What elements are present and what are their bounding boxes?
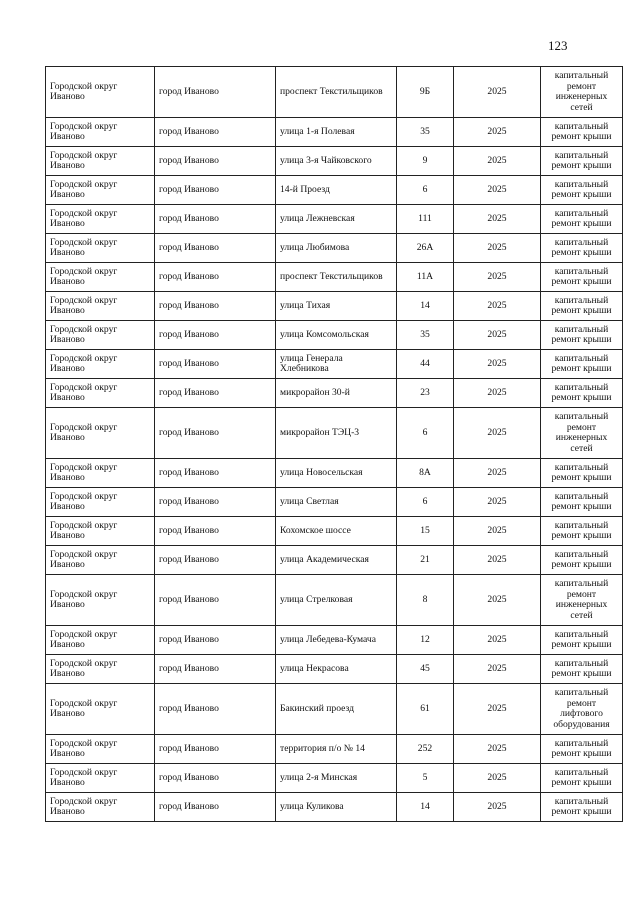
house-number-cell: 6 [397, 488, 454, 517]
street-cell: улица Лебедева-Кумача [276, 626, 397, 655]
house-number-cell: 14 [397, 292, 454, 321]
table-row [46, 764, 623, 793]
street-cell: улица Любимова [276, 234, 397, 263]
street-cell: улица Лежневская [276, 205, 397, 234]
settlement-cell: город Иваново [155, 764, 276, 793]
municipality-cell: Городской округ Иваново [46, 626, 155, 655]
street-cell: Кохомское шоссе [276, 517, 397, 546]
year-cell: 2025 [454, 263, 541, 292]
house-number-cell: 26А [397, 234, 454, 263]
table-row [46, 350, 623, 379]
house-number-cell: 21 [397, 546, 454, 575]
house-number-cell: 11А [397, 263, 454, 292]
year-cell: 2025 [454, 575, 541, 626]
table-row [46, 147, 623, 176]
settlement-cell: город Иваново [155, 205, 276, 234]
work-type-cell: капитальный ремонт крыши [541, 764, 623, 793]
settlement-cell: город Иваново [155, 292, 276, 321]
municipality-cell: Городской округ Иваново [46, 793, 155, 822]
municipality-cell: Городской округ Иваново [46, 575, 155, 626]
work-type-cell: капитальный ремонт крыши [541, 263, 623, 292]
street-cell: Бакинский проезд [276, 684, 397, 735]
house-number-cell: 9 [397, 147, 454, 176]
table-row [46, 793, 623, 822]
settlement-cell: город Иваново [155, 575, 276, 626]
street-cell: территория п/о № 14 [276, 735, 397, 764]
settlement-cell: город Иваново [155, 793, 276, 822]
settlement-cell: город Иваново [155, 488, 276, 517]
house-number-cell: 12 [397, 626, 454, 655]
year-cell: 2025 [454, 234, 541, 263]
work-type-cell: капитальный ремонт крыши [541, 205, 623, 234]
municipality-cell: Городской округ Иваново [46, 517, 155, 546]
house-number-cell: 6 [397, 176, 454, 205]
street-cell: микрорайон 30-й [276, 379, 397, 408]
table-row [46, 234, 623, 263]
table-row [46, 205, 623, 234]
municipality-cell: Городской округ Иваново [46, 292, 155, 321]
work-type-cell: капитальный ремонт инженерных сетей [541, 67, 623, 118]
settlement-cell: город Иваново [155, 379, 276, 408]
work-type-cell: капитальный ремонт крыши [541, 626, 623, 655]
municipality-cell: Городской округ Иваново [46, 488, 155, 517]
year-cell: 2025 [454, 546, 541, 575]
municipality-cell: Городской округ Иваново [46, 350, 155, 379]
settlement-cell: город Иваново [155, 408, 276, 459]
house-number-cell: 14 [397, 793, 454, 822]
street-cell: улица Академическая [276, 546, 397, 575]
house-number-cell: 9Б [397, 67, 454, 118]
year-cell: 2025 [454, 793, 541, 822]
settlement-cell: город Иваново [155, 147, 276, 176]
house-number-cell: 35 [397, 321, 454, 350]
work-type-cell: капитальный ремонт крыши [541, 546, 623, 575]
settlement-cell: город Иваново [155, 350, 276, 379]
municipality-cell: Городской округ Иваново [46, 205, 155, 234]
settlement-cell: город Иваново [155, 546, 276, 575]
table-row [46, 292, 623, 321]
work-type-cell: капитальный ремонт крыши [541, 735, 623, 764]
house-number-cell: 45 [397, 655, 454, 684]
settlement-cell: город Иваново [155, 234, 276, 263]
table-row [46, 321, 623, 350]
table-row [46, 176, 623, 205]
year-cell: 2025 [454, 147, 541, 176]
street-cell: улица Стрелковая [276, 575, 397, 626]
municipality-cell: Городской округ Иваново [46, 67, 155, 118]
settlement-cell: город Иваново [155, 626, 276, 655]
street-cell: проспект Текстильщиков [276, 67, 397, 118]
street-cell: улица Новосельская [276, 459, 397, 488]
page-number: 123 [548, 38, 568, 53]
year-cell: 2025 [454, 655, 541, 684]
work-type-cell: капитальный ремонт крыши [541, 793, 623, 822]
work-type-cell: капитальный ремонт крыши [541, 459, 623, 488]
table-row [46, 626, 623, 655]
table-row [46, 118, 623, 147]
municipality-cell: Городской округ Иваново [46, 408, 155, 459]
house-number-cell: 6 [397, 408, 454, 459]
work-type-cell: капитальный ремонт крыши [541, 147, 623, 176]
settlement-cell: город Иваново [155, 176, 276, 205]
municipality-cell: Городской округ Иваново [46, 764, 155, 793]
work-type-cell: капитальный ремонт крыши [541, 655, 623, 684]
year-cell: 2025 [454, 118, 541, 147]
repair-schedule-table [45, 66, 623, 822]
year-cell: 2025 [454, 379, 541, 408]
year-cell: 2025 [454, 67, 541, 118]
year-cell: 2025 [454, 764, 541, 793]
table-row [46, 655, 623, 684]
municipality-cell: Городской округ Иваново [46, 263, 155, 292]
street-cell: улица Некрасова [276, 655, 397, 684]
house-number-cell: 23 [397, 379, 454, 408]
municipality-cell: Городской округ Иваново [46, 234, 155, 263]
year-cell: 2025 [454, 321, 541, 350]
year-cell: 2025 [454, 684, 541, 735]
house-number-cell: 5 [397, 764, 454, 793]
settlement-cell: город Иваново [155, 459, 276, 488]
work-type-cell: капитальный ремонт крыши [541, 321, 623, 350]
year-cell: 2025 [454, 459, 541, 488]
municipality-cell: Городской округ Иваново [46, 321, 155, 350]
municipality-cell: Городской округ Иваново [46, 684, 155, 735]
street-cell: 14-й Проезд [276, 176, 397, 205]
year-cell: 2025 [454, 176, 541, 205]
street-cell: улица 1-я Полевая [276, 118, 397, 147]
street-cell: улица Генерала Хлебникова [276, 350, 397, 379]
municipality-cell: Городской округ Иваново [46, 655, 155, 684]
house-number-cell: 61 [397, 684, 454, 735]
house-number-cell: 35 [397, 118, 454, 147]
work-type-cell: капитальный ремонт крыши [541, 234, 623, 263]
work-type-cell: капитальный ремонт крыши [541, 118, 623, 147]
work-type-cell: капитальный ремонт крыши [541, 350, 623, 379]
house-number-cell: 8 [397, 575, 454, 626]
year-cell: 2025 [454, 735, 541, 764]
table-row [46, 575, 623, 626]
work-type-cell: капитальный ремонт инженерных сетей [541, 575, 623, 626]
table-row [46, 459, 623, 488]
work-type-cell: капитальный ремонт крыши [541, 292, 623, 321]
year-cell: 2025 [454, 488, 541, 517]
house-number-cell: 44 [397, 350, 454, 379]
table-row [46, 684, 623, 735]
table-row [46, 67, 623, 118]
year-cell: 2025 [454, 408, 541, 459]
street-cell: улица Светлая [276, 488, 397, 517]
settlement-cell: город Иваново [155, 263, 276, 292]
work-type-cell: капитальный ремонт крыши [541, 488, 623, 517]
table-row [46, 546, 623, 575]
settlement-cell: город Иваново [155, 684, 276, 735]
year-cell: 2025 [454, 350, 541, 379]
work-type-cell: капитальный ремонт крыши [541, 176, 623, 205]
house-number-cell: 8А [397, 459, 454, 488]
street-cell: улица Тихая [276, 292, 397, 321]
settlement-cell: город Иваново [155, 655, 276, 684]
municipality-cell: Городской округ Иваново [46, 118, 155, 147]
municipality-cell: Городской округ Иваново [46, 379, 155, 408]
street-cell: улица 2-я Минская [276, 764, 397, 793]
table-row [46, 735, 623, 764]
street-cell: проспект Текстильщиков [276, 263, 397, 292]
street-cell: улица Куликова [276, 793, 397, 822]
settlement-cell: город Иваново [155, 517, 276, 546]
municipality-cell: Городской округ Иваново [46, 459, 155, 488]
year-cell: 2025 [454, 517, 541, 546]
house-number-cell: 252 [397, 735, 454, 764]
work-type-cell: капитальный ремонт лифтового оборудования [541, 684, 623, 735]
work-type-cell: капитальный ремонт крыши [541, 517, 623, 546]
house-number-cell: 15 [397, 517, 454, 546]
street-cell: микрорайон ТЭЦ-3 [276, 408, 397, 459]
table-row [46, 408, 623, 459]
settlement-cell: город Иваново [155, 735, 276, 764]
settlement-cell: город Иваново [155, 321, 276, 350]
street-cell: улица 3-я Чайковского [276, 147, 397, 176]
table-row [46, 517, 623, 546]
year-cell: 2025 [454, 205, 541, 234]
settlement-cell: город Иваново [155, 118, 276, 147]
house-number-cell: 111 [397, 205, 454, 234]
table-row [46, 379, 623, 408]
street-cell: улица Комсомольская [276, 321, 397, 350]
municipality-cell: Городской округ Иваново [46, 176, 155, 205]
work-type-cell: капитальный ремонт инженерных сетей [541, 408, 623, 459]
work-type-cell: капитальный ремонт крыши [541, 379, 623, 408]
year-cell: 2025 [454, 292, 541, 321]
municipality-cell: Городской округ Иваново [46, 546, 155, 575]
year-cell: 2025 [454, 626, 541, 655]
settlement-cell: город Иваново [155, 67, 276, 118]
municipality-cell: Городской округ Иваново [46, 735, 155, 764]
table-row [46, 263, 623, 292]
municipality-cell: Городской округ Иваново [46, 147, 155, 176]
table-row [46, 488, 623, 517]
